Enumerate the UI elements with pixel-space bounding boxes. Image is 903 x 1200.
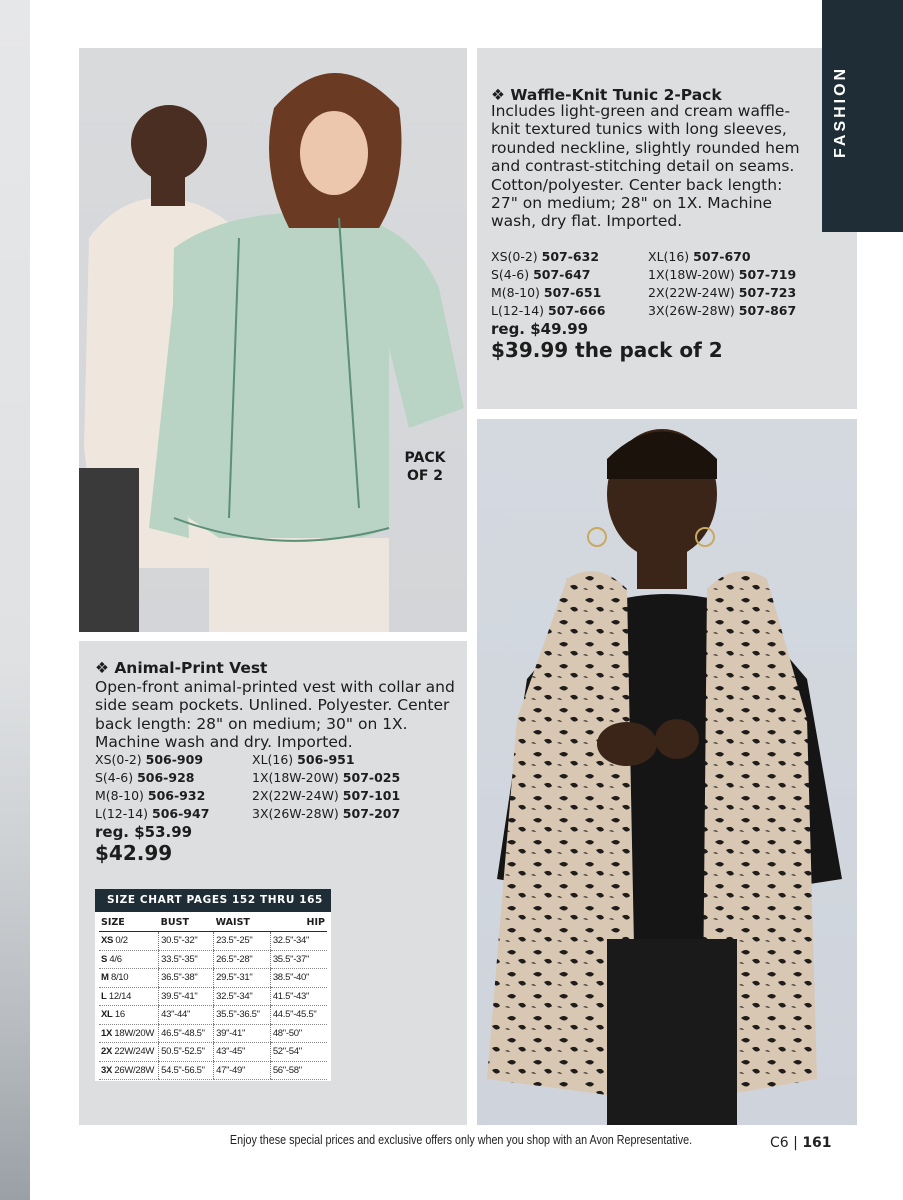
table-row: XL 16 43"-44" 35.5"-36.5" 44.5"-45.5" — [99, 1006, 327, 1025]
tunic-sale-price: $39.99 the pack of 2 — [491, 338, 723, 362]
vest-sale-price: $42.99 — [95, 841, 173, 865]
size-line: S(4-6) 506-928 — [95, 770, 195, 785]
pack-badge-line1: PACK — [404, 450, 446, 466]
header-waist: WAIST — [214, 914, 271, 932]
table-row: S 4/6 33.5"-35" 26.5"-28" 35.5"-37" — [99, 950, 327, 969]
size-chart-title: SIZE CHART PAGES 152 THRU 165 — [95, 889, 331, 912]
table-row: L 12/14 39.5"-41" 32.5"-34" 41.5"-43" — [99, 987, 327, 1006]
page-number-value: 161 — [802, 1135, 832, 1151]
header-bust: BUST — [159, 914, 214, 932]
header-hip: HIP — [270, 914, 327, 932]
size-chart-table — [99, 914, 327, 1080]
vest-reg-price: reg. $53.99 — [95, 823, 193, 841]
size-line: 3X(26W-28W) 507-207 — [252, 806, 401, 821]
size-line: XL(16) 506-951 — [252, 752, 355, 767]
size-line: XS(0-2) 507-632 — [491, 249, 600, 264]
size-line: L(12-14) 506-947 — [95, 806, 210, 821]
vest-sizes-col1 — [95, 751, 255, 823]
size-line: XS(0-2) 506-909 — [95, 752, 204, 767]
size-chart-header-row — [99, 914, 327, 932]
table-row: M 8/10 36.5"-38" 29.5"-31" 38.5"-40" — [99, 969, 327, 988]
size-line: 2X(22W-24W) 507-101 — [252, 788, 401, 803]
tunic-reg-price: reg. $49.99 — [491, 320, 589, 338]
vest-product-photo — [477, 419, 857, 1125]
diamond-bullet-icon: ❖ — [491, 86, 505, 104]
size-line: XL(16) 507-670 — [648, 249, 751, 264]
size-chart — [95, 889, 331, 1081]
table-row: XS 0/2 30.5"-32" 23.5"-25" 32.5"-34" — [99, 932, 327, 951]
vest-description: Open-front animal-printed vest with collar and side seam pockets. Unlined. Polyester. Center back length: 28" on medium; 30" on 1X. Machine wash and dry. Imported. — [95, 678, 455, 752]
section-code: C6 — [770, 1135, 789, 1151]
size-line: M(8-10) 507-651 — [491, 285, 602, 300]
footer-note: Enjoy these special prices and exclusive offers only when you shop with an Avon Representative. — [229, 1133, 693, 1147]
size-line: S(4-6) 507-647 — [491, 267, 591, 282]
diamond-bullet-icon: ❖ — [95, 659, 109, 677]
size-line: 1X(18W-20W) 507-719 — [648, 267, 797, 282]
page-number — [770, 1135, 850, 1151]
vest-title: Animal-Print Vest — [114, 659, 268, 677]
size-line: 1X(18W-20W) 507-025 — [252, 770, 401, 785]
pack-badge-line2: OF 2 — [406, 468, 444, 484]
tunic-sizes-col1 — [491, 248, 651, 320]
pack-badge — [397, 449, 453, 485]
left-edge-decoration — [0, 0, 30, 1200]
tunic-title: Waffle-Knit Tunic 2-Pack — [510, 86, 722, 104]
vest-sizes-col2 — [252, 751, 432, 823]
vest-title-row — [95, 659, 425, 677]
table-row: 3X 26W/28W 54.5"-56.5" 47"-49" 56"-58" — [99, 1061, 327, 1080]
header-size: SIZE — [99, 914, 159, 932]
table-row: 2X 22W/24W 50.5"-52.5" 43"-45" 52"-54" — [99, 1043, 327, 1062]
tunic-product-photo — [79, 48, 467, 632]
size-line: L(12-14) 507-666 — [491, 303, 606, 318]
tunic-sizes-col2 — [648, 248, 818, 320]
tunic-description: Includes light-green and cream waffle-knit textured tunics with long sleeves, rounded neckline, slightly rounded hem and contrast-stitching detail on seams. Cotton/polyester. Center back length: 27" on medium; 28" on 1X. Machine wash, dry flat. Imported. — [491, 102, 800, 231]
vest-photo-illustration — [477, 419, 857, 1125]
page-separator: | — [793, 1135, 798, 1151]
table-row: 1X 18W/20W 46.5"-48.5" 39"-41" 48"-50" — [99, 1024, 327, 1043]
tunic-photo-illustration — [79, 48, 467, 632]
size-line: 3X(26W-28W) 507-867 — [648, 303, 797, 318]
size-line: 2X(22W-24W) 507-723 — [648, 285, 797, 300]
size-line: M(8-10) 506-932 — [95, 788, 206, 803]
section-tab-label: FASHION — [832, 65, 849, 158]
